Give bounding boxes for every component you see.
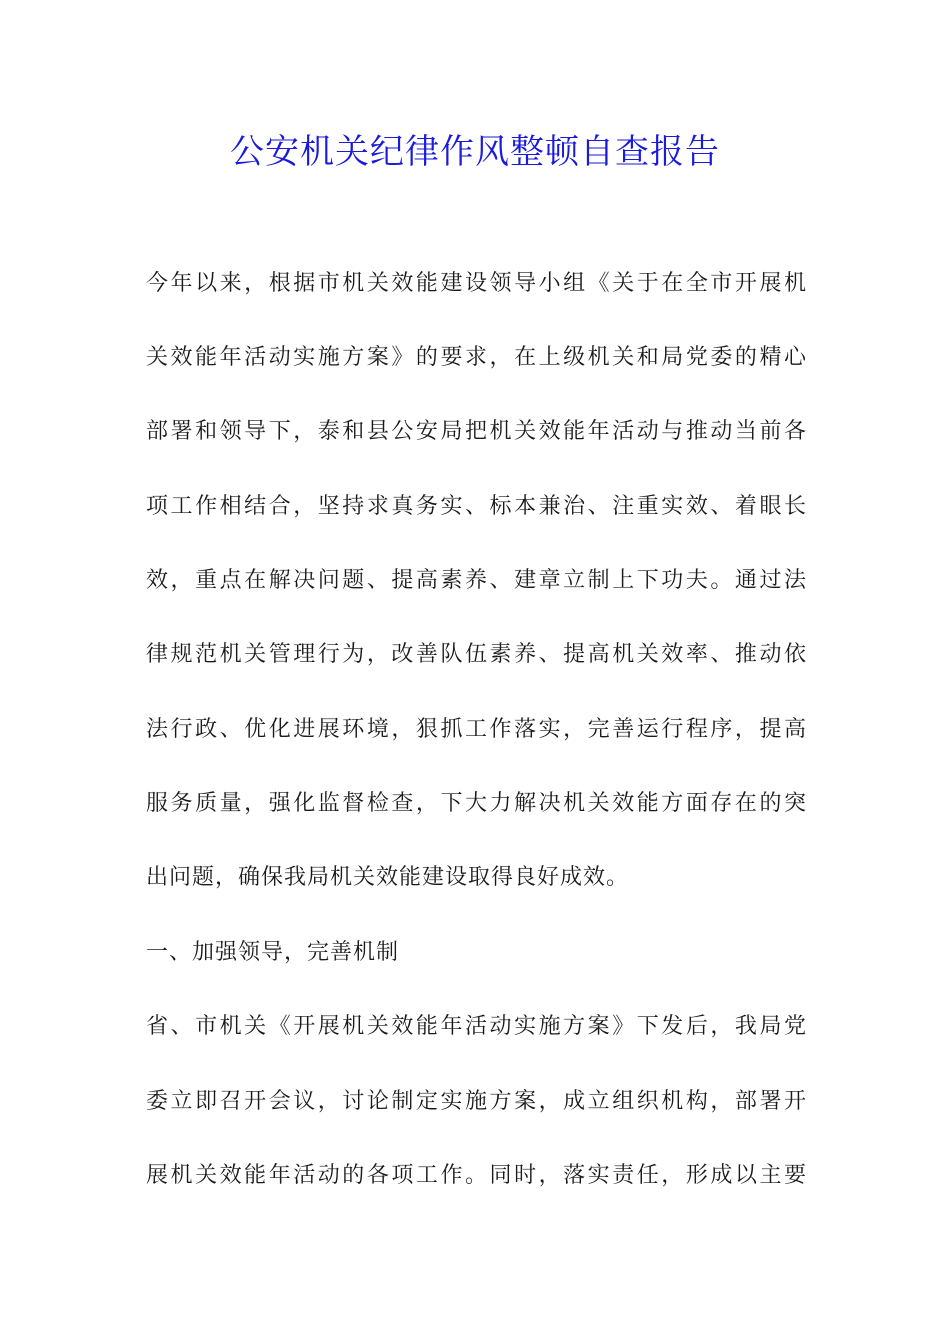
body-line-7: 法行政、优化进展环境，狠抓工作落实，完善运行程序，提高 [146, 717, 806, 742]
document-title: 公安机关纪律作风整顿自查报告 [230, 132, 720, 172]
body-line-2: 关效能年活动实施方案》的要求，在上级机关和局党委的精心 [146, 345, 806, 370]
body-line-8: 服务质量，强化监督检查，下大力解决机关效能方面存在的突 [146, 791, 806, 816]
body-line-6: 律规范机关管理行为，改善队伍素养、提高机关效率、推动依 [146, 642, 806, 667]
body-line-12: 委立即召开会议，讨论制定实施方案，成立组织机构，部署开 [146, 1089, 806, 1114]
body-line-3: 部署和领导下，泰和县公安局把机关效能年活动与推动当前各 [146, 419, 806, 444]
section-heading-1: 一、加强领导，完善机制 [146, 940, 400, 965]
body-line-13: 展机关效能年活动的各项工作。同时，落实责任，形成以主要 [146, 1163, 806, 1188]
body-line-9: 出问题，确保我局机关效能建设取得良好成效。 [146, 865, 630, 890]
body-line-1: 今年以来，根据市机关效能建设领导小组《关于在全市开展机 [146, 271, 806, 296]
body-line-5: 效，重点在解决问题、提高素养、建章立制上下功夫。通过法 [146, 568, 806, 593]
body-line-11: 省、市机关《开展机关效能年活动实施方案》下发后，我局党 [146, 1014, 806, 1039]
body-line-4: 项工作相结合，坚持求真务实、标本兼治、注重实效、着眼长 [146, 494, 806, 519]
